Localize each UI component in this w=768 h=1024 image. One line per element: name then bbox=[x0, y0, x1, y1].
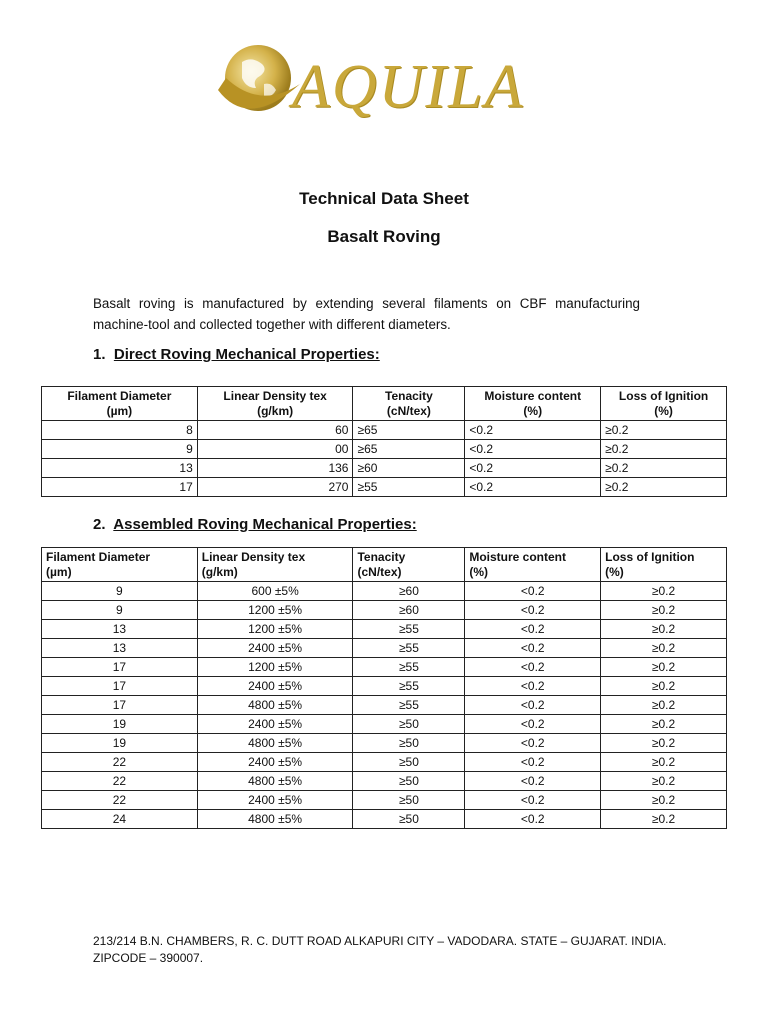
column-header-line: (g/km) bbox=[257, 403, 294, 418]
column-header-line: (%) bbox=[654, 403, 673, 418]
footer-line-1: 213/214 B.N. CHAMBERS, R. C. DUTT ROAD ALKAPURI CITY – VADODARA. STATE – GUJARAT. INDIA. bbox=[93, 934, 667, 948]
table-row bbox=[42, 677, 727, 696]
table-cell: 1200 ±5% bbox=[197, 658, 353, 677]
table-cell: 4800 ±5% bbox=[197, 734, 353, 753]
table-cell: 13 bbox=[42, 639, 198, 658]
footer-line-2: ZIPCODE – 390007. bbox=[93, 951, 204, 965]
table-cell: <0.2 bbox=[465, 810, 601, 829]
table-cell: <0.2 bbox=[465, 753, 601, 772]
table-cell: <0.2 bbox=[465, 734, 601, 753]
table-cell: <0.2 bbox=[465, 791, 601, 810]
column-header-line: Tenacity bbox=[385, 388, 433, 403]
table-cell: ≥55 bbox=[353, 620, 465, 639]
table-cell: 60 bbox=[197, 421, 353, 440]
section-1-heading bbox=[93, 346, 380, 363]
section-2-heading bbox=[93, 516, 417, 533]
table-cell: ≥0.2 bbox=[601, 734, 727, 753]
brand-name: AQUILA bbox=[292, 53, 525, 121]
page-subtitle: Basalt Roving bbox=[327, 227, 441, 246]
column-header bbox=[197, 387, 353, 421]
table-cell: ≥0.2 bbox=[601, 658, 727, 677]
column-header-line: (µm) bbox=[106, 403, 133, 418]
table-cell: ≥50 bbox=[353, 715, 465, 734]
table-row bbox=[42, 734, 727, 753]
table-cell: <0.2 bbox=[465, 658, 601, 677]
table-row bbox=[42, 620, 727, 639]
table-cell: 00 bbox=[197, 440, 353, 459]
globe-swoosh-icon bbox=[212, 38, 302, 128]
table-cell: ≥50 bbox=[353, 734, 465, 753]
table-row bbox=[42, 753, 727, 772]
table-cell: ≥0.2 bbox=[601, 478, 727, 497]
table-cell: <0.2 bbox=[465, 715, 601, 734]
table-cell: ≥0.2 bbox=[601, 810, 727, 829]
column-header bbox=[353, 548, 465, 582]
table-row bbox=[42, 440, 727, 459]
column-header-line: (µm) bbox=[46, 564, 72, 579]
table-cell: 270 bbox=[197, 478, 353, 497]
table-row bbox=[42, 772, 727, 791]
table-cell: ≥55 bbox=[353, 696, 465, 715]
table-cell: 2400 ±5% bbox=[197, 791, 353, 810]
column-header-line: (%) bbox=[523, 403, 543, 418]
table-cell: ≥0.2 bbox=[601, 696, 727, 715]
table-cell: 22 bbox=[42, 753, 198, 772]
column-header-line: Loss of Ignition bbox=[605, 549, 695, 564]
table-cell: ≥0.2 bbox=[601, 601, 727, 620]
column-header bbox=[42, 548, 198, 582]
table-cell: ≥0.2 bbox=[601, 753, 727, 772]
table-cell: ≥60 bbox=[353, 459, 465, 478]
table-cell: ≥55 bbox=[353, 478, 465, 497]
section-1-number: 1. bbox=[93, 346, 106, 363]
table-cell: <0.2 bbox=[465, 440, 601, 459]
table-cell: ≥50 bbox=[353, 810, 465, 829]
table-cell: 24 bbox=[42, 810, 198, 829]
table-cell: ≥50 bbox=[353, 753, 465, 772]
table-cell: 4800 ±5% bbox=[197, 696, 353, 715]
column-header bbox=[197, 548, 353, 582]
table-cell: <0.2 bbox=[465, 421, 601, 440]
column-header-line: (%) bbox=[469, 564, 489, 579]
table-cell: 600 ±5% bbox=[197, 582, 353, 601]
table-cell: <0.2 bbox=[465, 582, 601, 601]
table-cell: ≥60 bbox=[353, 582, 465, 601]
table-cell: 13 bbox=[42, 459, 198, 478]
table-cell: 9 bbox=[42, 601, 198, 620]
assembled-roving-table bbox=[41, 547, 727, 829]
table-cell: ≥0.2 bbox=[601, 620, 727, 639]
table-cell: ≥60 bbox=[353, 601, 465, 620]
table-cell: 17 bbox=[42, 658, 198, 677]
table-cell: <0.2 bbox=[465, 772, 601, 791]
column-header-line: Linear Density tex bbox=[223, 388, 327, 403]
table-cell: <0.2 bbox=[465, 677, 601, 696]
table-cell: ≥0.2 bbox=[601, 459, 727, 478]
column-header bbox=[601, 387, 727, 421]
intro-paragraph bbox=[93, 293, 640, 335]
table-cell: ≥65 bbox=[353, 440, 465, 459]
table-cell: <0.2 bbox=[465, 696, 601, 715]
table-cell: ≥65 bbox=[353, 421, 465, 440]
column-header-line: Loss of Ignition bbox=[618, 388, 709, 403]
table-cell: <0.2 bbox=[465, 478, 601, 497]
table-row bbox=[42, 715, 727, 734]
column-header-line: Moisture content bbox=[469, 549, 567, 564]
table-cell: ≥50 bbox=[353, 791, 465, 810]
column-header bbox=[465, 548, 601, 582]
table-cell: ≥0.2 bbox=[601, 772, 727, 791]
column-header-line: Tenacity bbox=[357, 549, 406, 564]
table-cell: 17 bbox=[42, 696, 198, 715]
intro-line-1: Basalt roving is manufactured by extending several filaments on CBF manufacturing bbox=[93, 296, 640, 311]
table-cell: 2400 ±5% bbox=[197, 639, 353, 658]
column-header-line: (cN/tex) bbox=[386, 403, 431, 418]
column-header-line: Filament Diameter bbox=[46, 549, 151, 564]
table-cell: ≥0.2 bbox=[601, 440, 727, 459]
table-header-row bbox=[42, 387, 727, 421]
table-cell: <0.2 bbox=[465, 620, 601, 639]
table-cell: ≥50 bbox=[353, 772, 465, 791]
table-cell: 19 bbox=[42, 715, 198, 734]
table-cell: 136 bbox=[197, 459, 353, 478]
table-cell: 8 bbox=[42, 421, 198, 440]
column-header bbox=[601, 548, 727, 582]
column-header-line: (cN/tex) bbox=[357, 564, 402, 579]
footer-address bbox=[93, 933, 733, 967]
column-header-line: Linear Density tex bbox=[201, 549, 306, 564]
table-cell: ≥55 bbox=[353, 658, 465, 677]
table-cell: 1200 ±5% bbox=[197, 620, 353, 639]
section-2-number: 2. bbox=[93, 516, 106, 533]
page-title: Technical Data Sheet bbox=[299, 189, 469, 208]
table-cell: ≥0.2 bbox=[601, 582, 727, 601]
table-cell: 19 bbox=[42, 734, 198, 753]
table-row bbox=[42, 810, 727, 829]
table-row bbox=[42, 421, 727, 440]
column-header-line: (g/km) bbox=[201, 564, 238, 579]
table-cell: ≥0.2 bbox=[601, 791, 727, 810]
table-cell: ≥55 bbox=[353, 639, 465, 658]
column-header-line: (%) bbox=[605, 564, 624, 579]
table-row bbox=[42, 582, 727, 601]
table-row bbox=[42, 791, 727, 810]
table-cell: 4800 ±5% bbox=[197, 810, 353, 829]
column-header bbox=[465, 387, 601, 421]
table-cell: 2400 ±5% bbox=[197, 753, 353, 772]
table-cell: 4800 ±5% bbox=[197, 772, 353, 791]
table-cell: 22 bbox=[42, 791, 198, 810]
table-cell: <0.2 bbox=[465, 601, 601, 620]
intro-line-2: machine-tool and collected together with different diameters. bbox=[93, 317, 451, 332]
section-2-title: Assembled Roving Mechanical Properties: bbox=[113, 516, 417, 533]
table-cell: ≥0.2 bbox=[601, 715, 727, 734]
table-cell: 13 bbox=[42, 620, 198, 639]
table-row bbox=[42, 658, 727, 677]
table-cell: 1200 ±5% bbox=[197, 601, 353, 620]
table-cell: <0.2 bbox=[465, 639, 601, 658]
table-cell: 17 bbox=[42, 478, 198, 497]
table-row bbox=[42, 478, 727, 497]
direct-roving-table bbox=[41, 386, 727, 497]
column-header-line: Moisture content bbox=[484, 388, 582, 403]
table-cell: 22 bbox=[42, 772, 198, 791]
table-cell: <0.2 bbox=[465, 459, 601, 478]
table-row bbox=[42, 601, 727, 620]
table-cell: 2400 ±5% bbox=[197, 715, 353, 734]
table-row bbox=[42, 639, 727, 658]
column-header bbox=[42, 387, 198, 421]
table-cell: ≥0.2 bbox=[601, 677, 727, 696]
table-cell: ≥0.2 bbox=[601, 421, 727, 440]
table-header-row bbox=[42, 548, 727, 582]
table-cell: 2400 ±5% bbox=[197, 677, 353, 696]
section-1-title: Direct Roving Mechanical Properties: bbox=[113, 346, 380, 363]
table-row bbox=[42, 459, 727, 478]
table-cell: ≥55 bbox=[353, 677, 465, 696]
table-cell: 9 bbox=[42, 582, 198, 601]
table-cell: ≥0.2 bbox=[601, 639, 727, 658]
column-header-line: Filament Diameter bbox=[67, 388, 172, 403]
table-row bbox=[42, 696, 727, 715]
table-cell: 17 bbox=[42, 677, 198, 696]
table-cell: 9 bbox=[42, 440, 198, 459]
column-header bbox=[353, 387, 465, 421]
